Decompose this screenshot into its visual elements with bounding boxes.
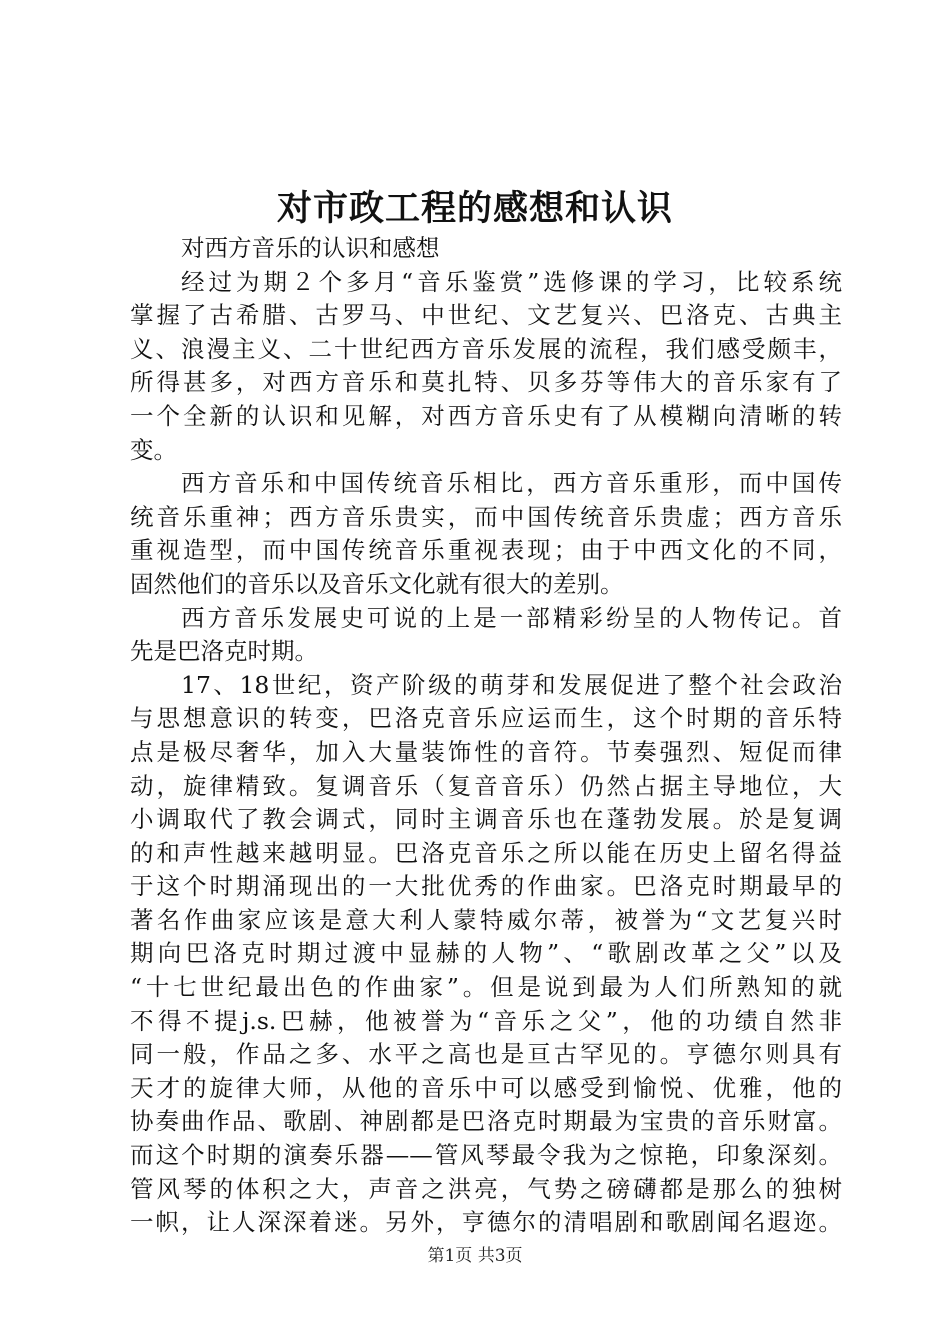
paragraph-line: “十七世纪最出色的作曲家”。但是说到最为人们所熟知的就 bbox=[130, 973, 842, 1002]
paragraph-line: 重视造型，而中国传统音乐重视表现；由于中西文化的不同， bbox=[130, 536, 842, 565]
paragraph-line: 变。 bbox=[130, 435, 177, 464]
paragraph-line: 经过为期２个多月“音乐鉴赏”选修课的学习，比较系统 bbox=[181, 267, 842, 296]
document-body bbox=[130, 232, 842, 1240]
paragraph-line: 所得甚多，对西方音乐和莫扎特、贝多芬等伟大的音乐家有了 bbox=[130, 368, 842, 397]
paragraph-line: 小调取代了教会调式，同时主调音乐也在蓬勃发展。於是复调 bbox=[130, 805, 842, 834]
document-title: 对市政工程的感想和认识 bbox=[276, 188, 673, 229]
paragraph-line: 固然他们的音乐以及音乐文化就有很大的差别。 bbox=[130, 569, 624, 598]
paragraph-line: 的和声性越来越明显。巴洛克音乐之所以能在历史上留名得益 bbox=[130, 838, 842, 867]
paragraph-line: 协奏曲作品、歌剧、神剧都是巴洛克时期最为宝贵的音乐财富。 bbox=[130, 1107, 842, 1136]
paragraph-line: 掌握了古希腊、古罗马、中世纪、文艺复兴、巴洛克、古典主 bbox=[130, 301, 842, 330]
paragraph-line: 管风琴的体积之大，声音之洪亮，气势之磅礴都是那么的独树 bbox=[130, 1174, 842, 1203]
paragraph-line: 天才的旋律大师，从他的音乐中可以感受到愉悦、优雅，他的 bbox=[130, 1073, 842, 1102]
paragraph-line: 同一般，作品之多、水平之高也是亘古罕见的。亨德尔则具有 bbox=[130, 1040, 842, 1069]
paragraph-line: 西方音乐发展史可说的上是一部精彩纷呈的人物传记。首 bbox=[181, 603, 842, 632]
paragraph-line: 与思想意识的转变，巴洛克音乐应运而生，这个时期的音乐特 bbox=[130, 704, 842, 733]
paragraph-line: 不得不提j.s.巴赫，他被誉为“音乐之父”，他的功绩自然非 bbox=[130, 1006, 842, 1035]
paragraph-line: 著名作曲家应该是意大利人蒙特威尔蒂，被誉为“文艺复兴时 bbox=[130, 905, 842, 934]
paragraph-line: 期向巴洛克时期过渡中显赫的人物”、“歌剧改革之父”以及 bbox=[130, 939, 842, 968]
paragraph-line: 统音乐重神；西方音乐贵实，而中国传统音乐贵虚；西方音乐 bbox=[130, 502, 842, 531]
paragraph-line: 西方音乐和中国传统音乐相比，西方音乐重形，而中国传 bbox=[181, 469, 842, 498]
paragraph-line: 于这个时期涌现出的一大批优秀的作曲家。巴洛克时期最早的 bbox=[130, 872, 842, 901]
paragraph-line: 义、浪漫主义、二十世纪西方音乐发展的流程，我们感受颇丰， bbox=[130, 334, 842, 363]
paragraph-line: 动，旋律精致。复调音乐（复音音乐）仍然占据主导地位，大 bbox=[130, 771, 842, 800]
paragraph-line: 一帜，让人深深着迷。另外，亨德尔的清唱剧和歌剧闻名遐迩。 bbox=[130, 1208, 842, 1237]
subtitle-line: 对西方音乐的认识和感想 bbox=[181, 234, 440, 262]
paragraph-line: 一个全新的认识和见解，对西方音乐史有了从模糊向清晰的转 bbox=[130, 401, 842, 430]
paragraph-line: 17、18世纪，资产阶级的萌芽和发展促进了整个社会政治 bbox=[181, 670, 842, 699]
paragraph-line: 而这个时期的演奏乐器——管风琴最令我为之惊艳，印象深刻。 bbox=[130, 1141, 842, 1170]
page-number-footer: 第1页 共3页 bbox=[427, 1246, 523, 1266]
paragraph-line: 点是极尽奢华，加入大量装饰性的音符。节奏强烈、短促而律 bbox=[130, 737, 842, 766]
paragraph-line: 先是巴洛克时期。 bbox=[130, 637, 318, 666]
